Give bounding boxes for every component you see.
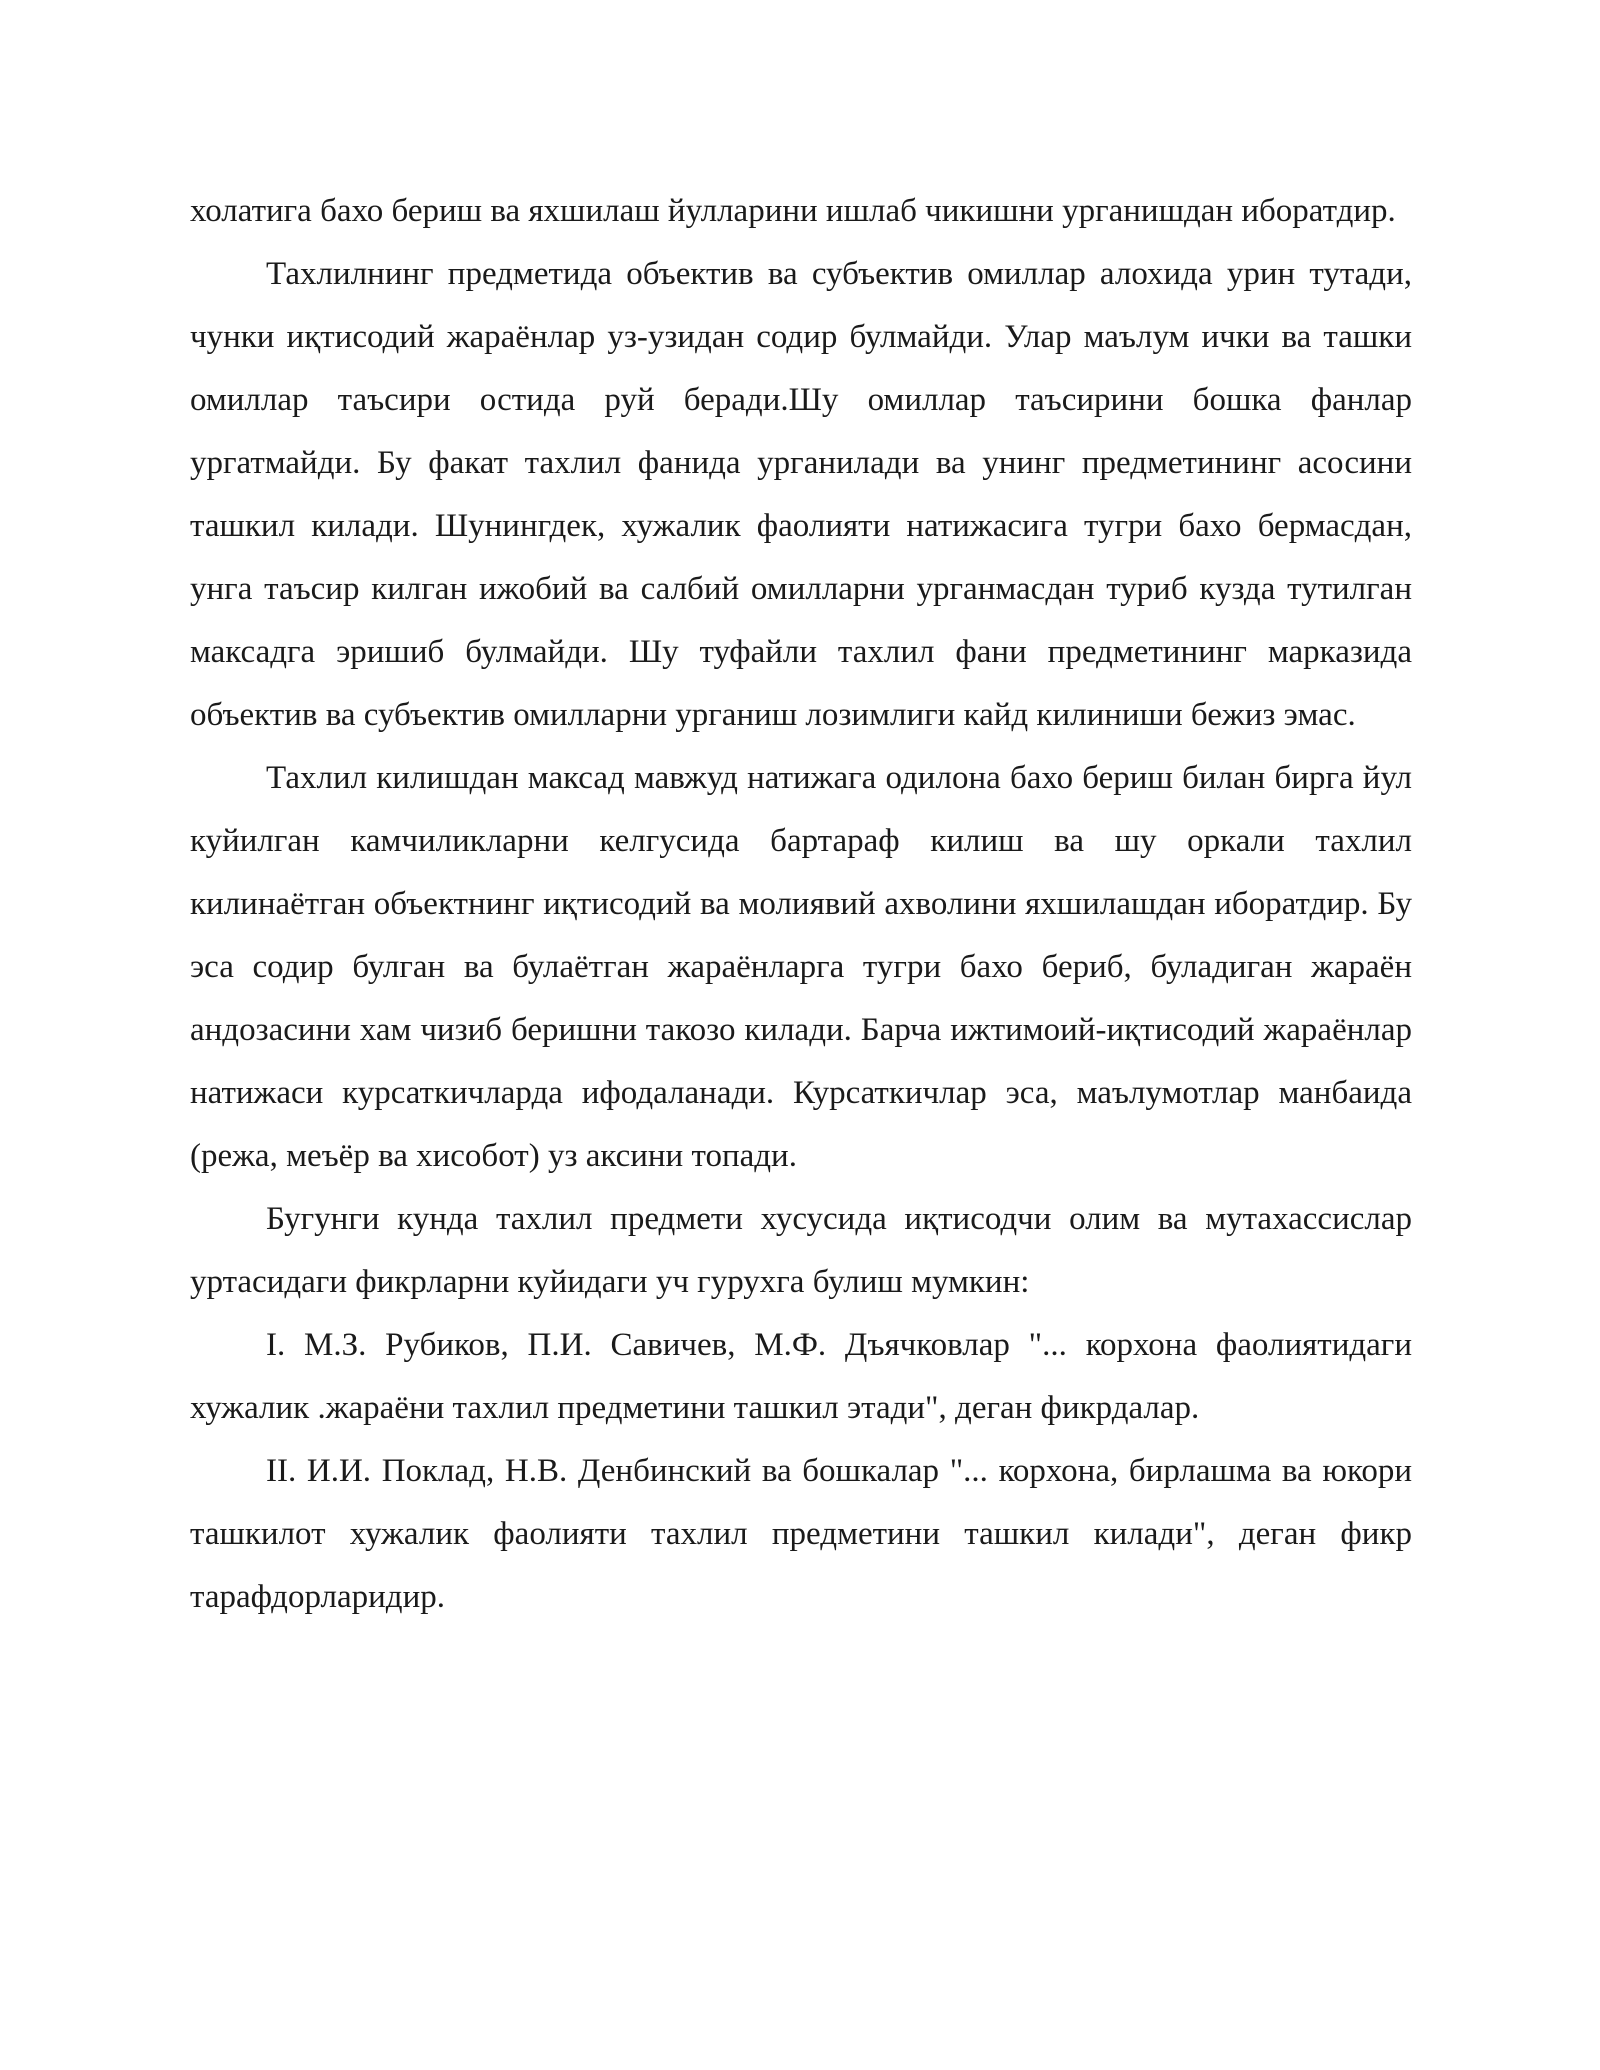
- paragraph-1: холатига бахо бериш ва яхшилаш йулларини ишлаб чикишни урганишдан иборатдир.: [190, 193, 1396, 229]
- paragraph-4: Бугунги кунда тахлил предмети хусусида иқтисодчи олим ва мутахассислар уртасидаги фикрларни куйидаги уч гурухга булиш мумкин:: [190, 1201, 1412, 1300]
- paragraph-3: Тахлил килишдан максад мавжуд натижага одилона бахо бериш билан бирга йул куйилган камчиликларни келгусида бартараф килиш ва шу оркали тахлил килинаётган объектнинг иқтисодий ва молиявий ахволини яхшилашдан иборатдир. Бу эса содир булган ва булаётган жараёнларга тугри бахо бериб, буладиган жараён андозасини хам чизиб беришни такозо килади. Барча ижтимоий-иқтисодий жараёнлар натижаси курсаткичларда ифодаланади. Курсаткичлар эса, маълумотлар манбаида (режа, меъёр ва хисобот) уз аксини топади.: [190, 760, 1412, 1174]
- paragraph-5: I. М.З. Рубиков, П.И. Савичев, М.Ф. Дъячковлар "... корхона фаолиятидаги хужалик .жараёни тахлил предметини ташкил этади", деган фикрдалар.: [190, 1327, 1412, 1426]
- document-page: [190, 180, 1412, 1629]
- paragraph-6: II. И.И. Поклад, Н.В. Денбинский ва бошкалар "... корхона, бирлашма ва юкори ташкилот хужалик фаолияти тахлил предметини ташкил килади", деган фикр тарафдорларидир.: [190, 1453, 1412, 1615]
- paragraph-2: Тахлилнинг предметида объектив ва субъектив омиллар алохида урин тутади, чунки иқтисодий жараёнлар уз-узидан содир булмайди. Улар маълум ички ва ташки омиллар таъсири остида руй беради.Шу омиллар таъсирини бошка фанлар ургатмайди. Бу факат тахлил фанида урганилади ва унинг предметининг асосини ташкил килади. Шунингдек, хужалик фаолияти натижасига тугри бахо бермасдан, унга таъсир килган ижобий ва салбий омилларни урганмасдан туриб кузда тутилган максадга эришиб булмайди. Шу туфайли тахлил фани предметининг марказида объектив ва субъектив омилларни урганиш лозимлиги кайд килиниши бежиз эмас.: [190, 256, 1412, 733]
